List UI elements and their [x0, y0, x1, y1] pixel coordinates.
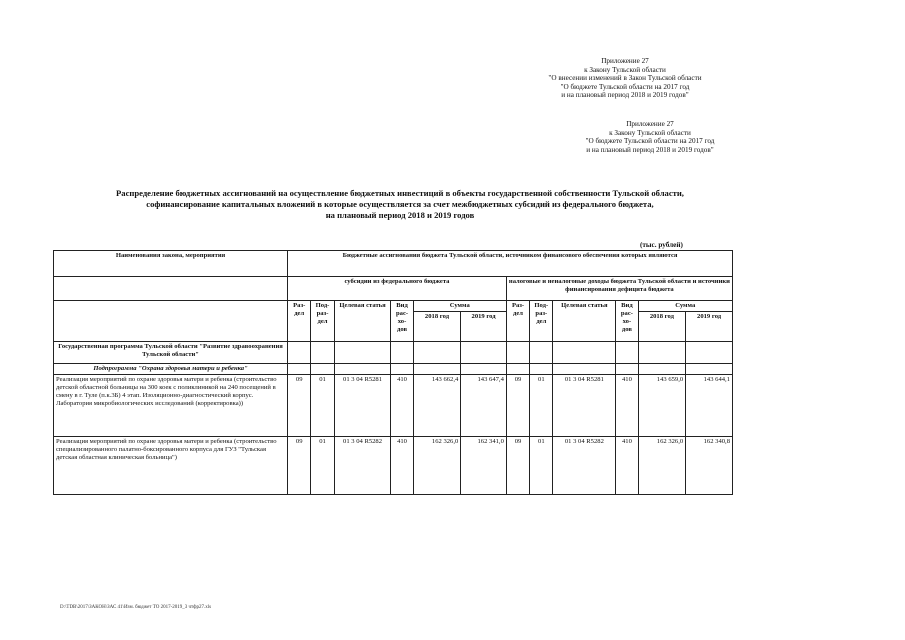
- header-name-column: Наименования закона, мероприятия: [54, 251, 288, 277]
- row-name: Реализация мероприятий по охране здоровья матери и ребенка (строительство специализированного палатно-боксированного корпуса для ГУЗ "Тульская детская областная клиническая больница"): [54, 437, 288, 495]
- row-name: Реализация мероприятий по охране здоровья матери и ребенка (строительство детской областной больницы на 300 коек с поликлиникой на 240 посещений в смену в г. Туле (п.к.3Б) 4 этап. Изоляционно-диагностический корпус. Лаборатория микробиологических исследований (корректировка)): [54, 375, 288, 437]
- header-line: к Закону Тульской области: [584, 65, 666, 74]
- sum-2018-cell: 162 326,0: [413, 437, 461, 495]
- table-row: [54, 437, 733, 495]
- header-line: и на плановый период 2018 и 2019 годов": [561, 91, 689, 100]
- allocation-table: [53, 250, 733, 495]
- units-label: (тыс. рублей): [640, 241, 683, 249]
- razdel-cell: 09: [506, 437, 529, 495]
- podrazdel-cell: 01: [530, 375, 553, 437]
- title-line: Распределение бюджетных ассигнований на осуществление бюджетных инвестиций в объекты государственной собственности Тульской области,: [116, 188, 684, 198]
- document-title: [60, 188, 740, 221]
- target-article-cell: 01 3 04 R5282: [553, 437, 616, 495]
- appendix-header-original: [555, 120, 745, 154]
- expense-type-cell: 410: [616, 375, 638, 437]
- sum-2018-cell: 143 662,4: [413, 375, 461, 437]
- header-line: Приложение 27: [626, 120, 674, 128]
- table-row: [54, 375, 733, 437]
- sum-2019-cell: 162 341,0: [461, 437, 507, 495]
- header-podrazdel: Под-раз-дел: [530, 301, 553, 342]
- header-podrazdel: Под-раз-дел: [311, 301, 334, 342]
- sum-2019-cell: 143 647,4: [461, 375, 507, 437]
- header-expense-type: Вид рас-хо-дов: [391, 301, 413, 342]
- sum-2019-cell: 162 340,8: [686, 437, 733, 495]
- podrazdel-cell: 01: [530, 437, 553, 495]
- header-sum: Сумма: [638, 301, 732, 312]
- subprogram-title: Подпрограмма "Охрана здоровья матери и ребенка": [54, 364, 288, 375]
- sum-2018-cell: 143 659,0: [638, 375, 686, 437]
- header-line: и на плановый период 2018 и 2019 годов": [586, 145, 714, 154]
- header-target-article: Целевая статья: [334, 301, 391, 342]
- header-year-2019: 2019 год: [686, 312, 733, 342]
- header-line: к Закону Тульской области: [609, 128, 691, 137]
- header-spacer: [54, 277, 288, 301]
- subprogram-row: [54, 364, 733, 375]
- expense-type-cell: 410: [616, 437, 638, 495]
- target-article-cell: 01 3 04 R5281: [553, 375, 616, 437]
- header-expense-type: Вид рас-хо-дов: [616, 301, 638, 342]
- appendix-header-amendment: [520, 57, 730, 100]
- header-razdel: Раз-дел: [506, 301, 529, 342]
- header-regional-revenues: налоговые и неналоговые доходы бюджета Тульской области и источники финансирования дефицита бюджета: [506, 277, 732, 301]
- razdel-cell: 09: [506, 375, 529, 437]
- header-spacer: [54, 301, 288, 342]
- header-year-2018: 2018 год: [413, 312, 461, 342]
- program-title: Государственная программа Тульской области "Развитие здравоохранения Тульской области": [54, 342, 288, 364]
- podrazdel-cell: 01: [311, 375, 334, 437]
- header-line: Приложение 27: [601, 57, 649, 65]
- title-line: софинансирование капитальных вложений в которые осуществляется за счет межбюджетных субсидий из федерального бюджета,: [146, 199, 654, 209]
- file-path-footer: D:\TDB\2017\ЗАКОН\ЗАС 41\Изм. бюджет ТО 2017-2019_3 чтфр27.xls: [60, 605, 212, 610]
- header-line: "О бюджете Тульской области на 2017 год: [560, 82, 690, 91]
- header-line: "О внесении изменений в Закон Тульской области: [548, 74, 702, 83]
- podrazdel-cell: 01: [311, 437, 334, 495]
- title-line: на плановый период 2018 и 2019 годов: [325, 210, 475, 220]
- header-allocation: Бюджетные ассигнования бюджета Тульской области, источником финансового обеспечения которых являются: [288, 251, 733, 277]
- sum-2018-cell: 162 326,0: [638, 437, 686, 495]
- sum-2019-cell: 143 644,1: [686, 375, 733, 437]
- expense-type-cell: 410: [391, 375, 413, 437]
- header-target-article: Целевая статья: [553, 301, 616, 342]
- header-federal-subsidies: субсидии из федерального бюджета: [288, 277, 507, 301]
- target-article-cell: 01 3 04 R5282: [334, 437, 391, 495]
- razdel-cell: 09: [288, 375, 311, 437]
- razdel-cell: 09: [288, 437, 311, 495]
- header-sum: Сумма: [413, 301, 506, 312]
- header-line: "О бюджете Тульской области на 2017 год: [585, 137, 715, 146]
- header-year-2018: 2018 год: [638, 312, 686, 342]
- program-row: [54, 342, 733, 364]
- expense-type-cell: 410: [391, 437, 413, 495]
- header-year-2019: 2019 год: [461, 312, 507, 342]
- target-article-cell: 01 3 04 R5281: [334, 375, 391, 437]
- header-razdel: Раз-дел: [288, 301, 311, 342]
